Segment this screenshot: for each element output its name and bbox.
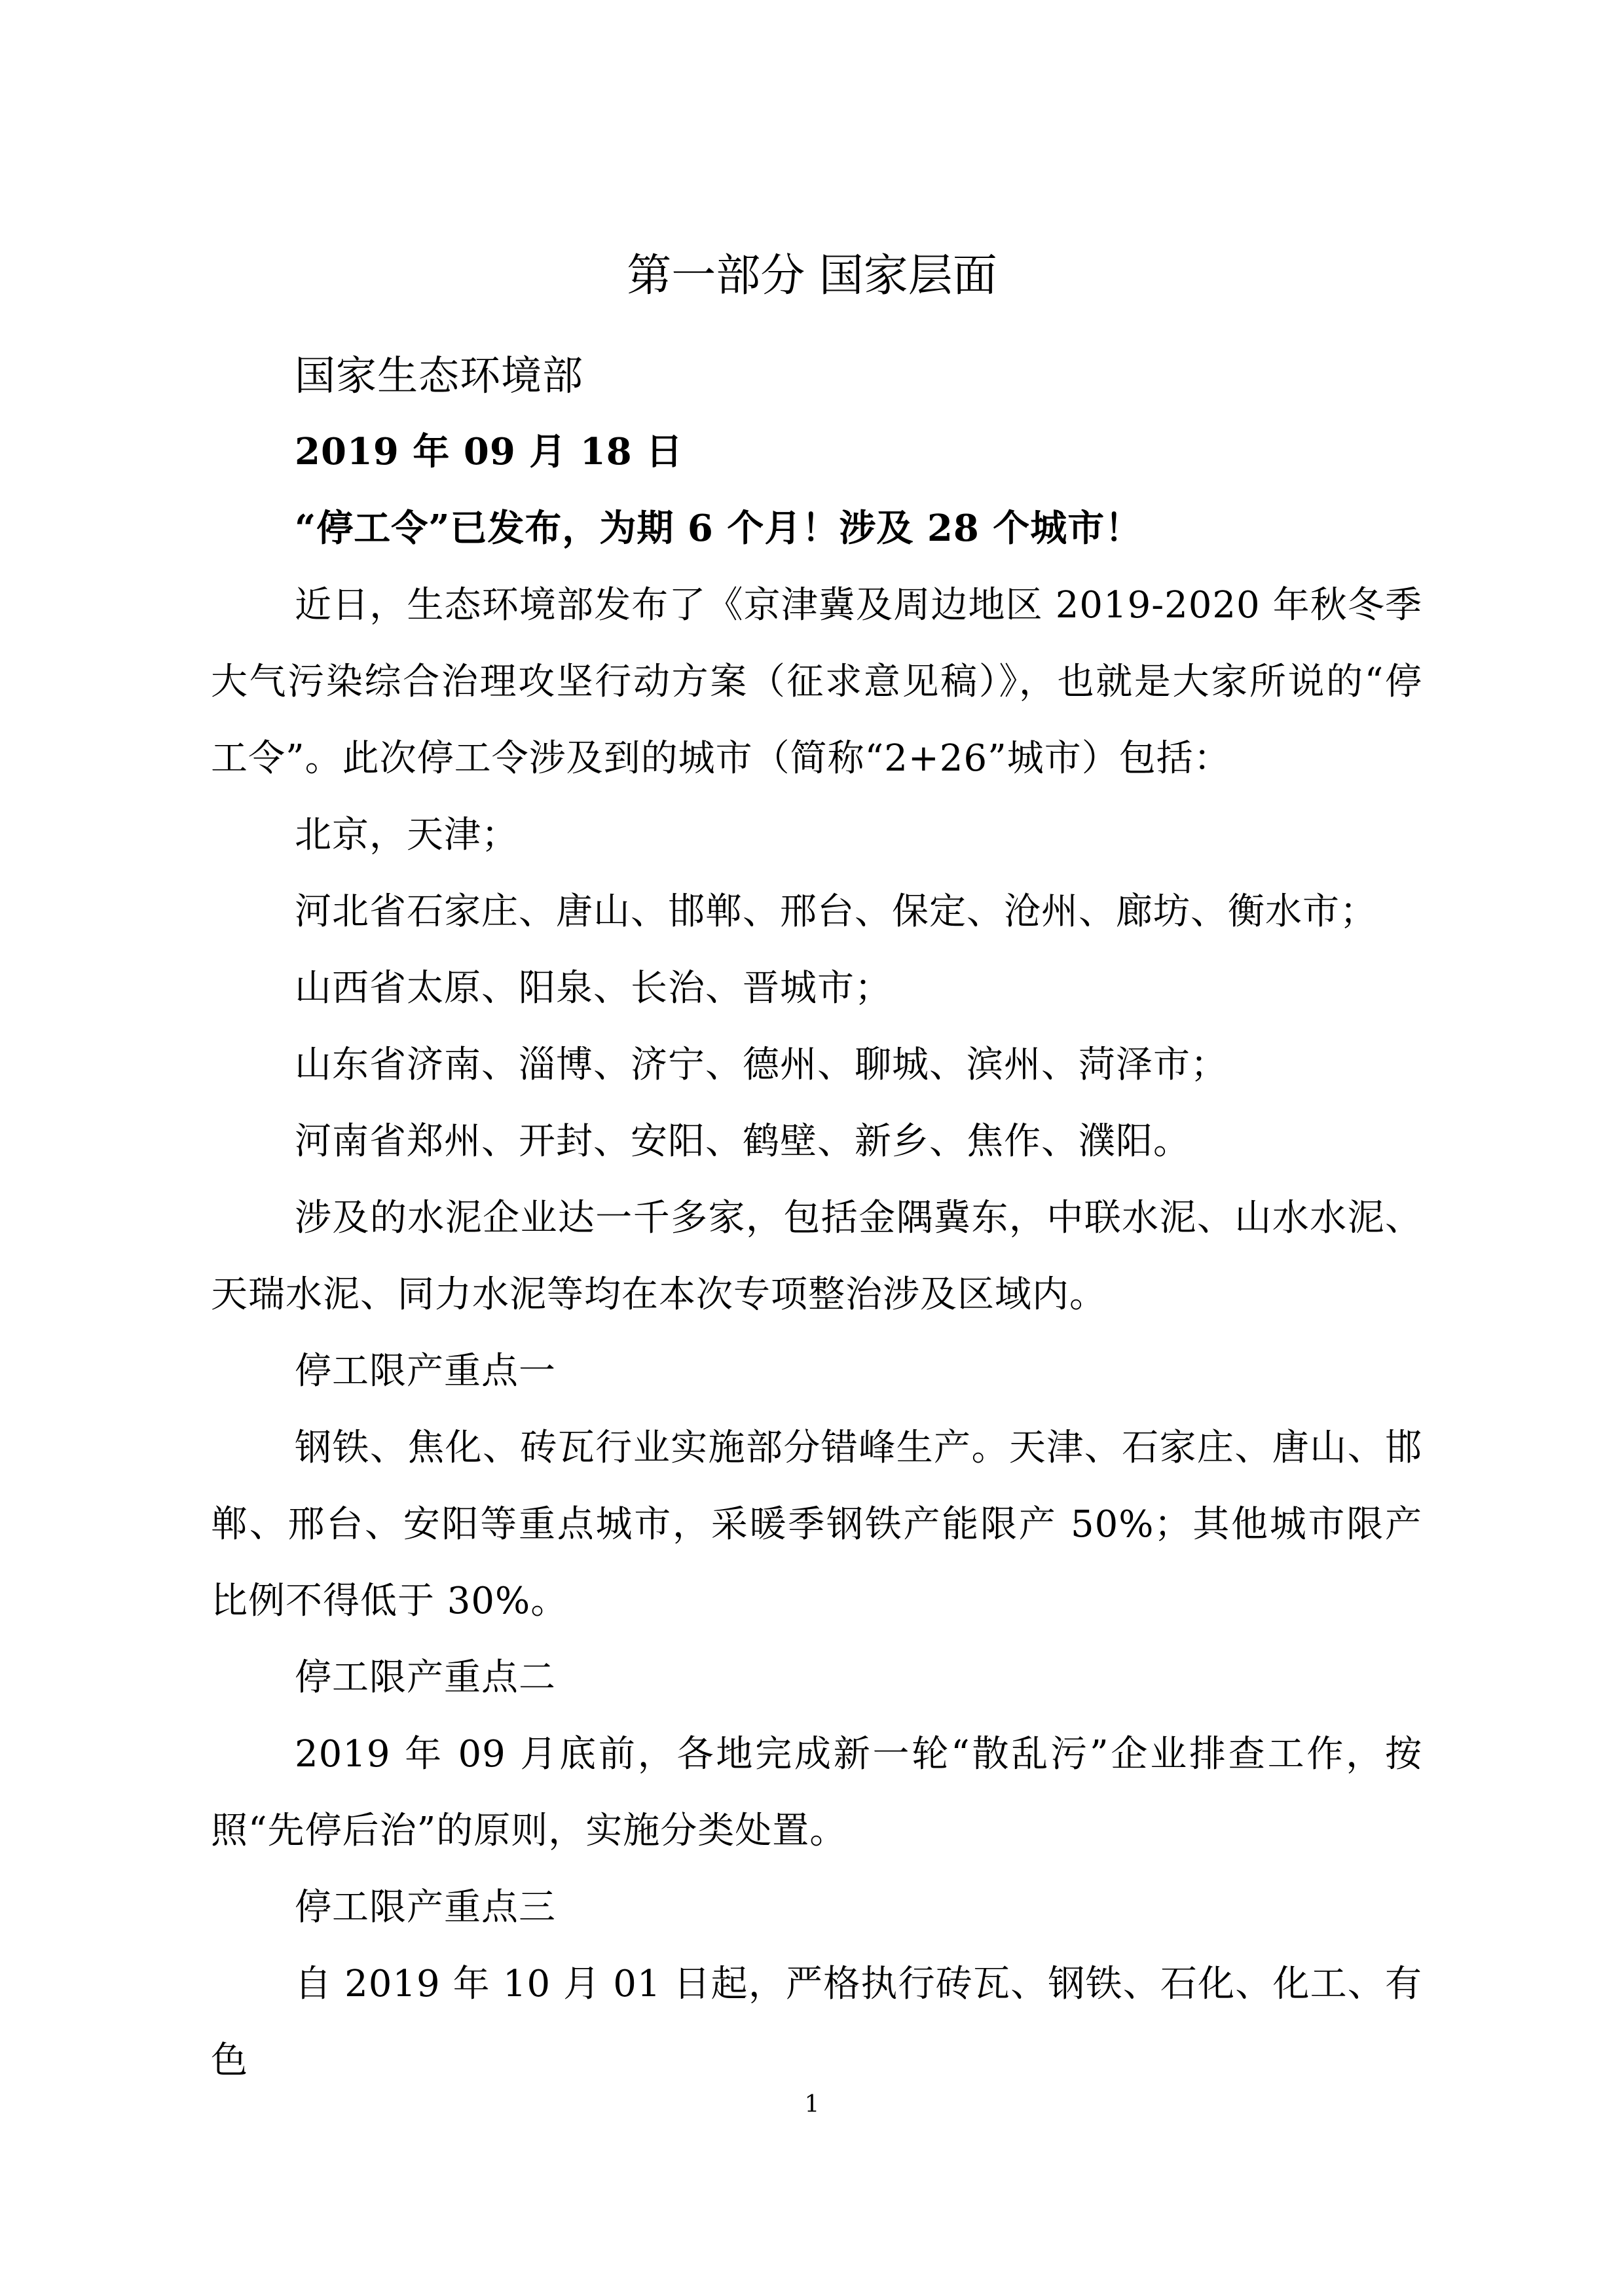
point-three-heading: 停工限产重点三: [295, 1886, 556, 1929]
part-title: 第一部分 国家层面: [627, 250, 997, 302]
point-three-paragraph: 自 2019 年 10 月 01 日起，严格执行砖瓦、钢铁、石化、化工、有色: [211, 1963, 1422, 2082]
point-one-paragraph: 钢铁、焦化、砖瓦行业实施部分错峰生产。天津、石家庄、唐山、邯郸、邢台、安阳等重点城市，采暖季钢铁产能限产 50%；其他城市限产比例不得低于 30%。: [211, 1427, 1422, 1622]
point-two-paragraph: 2019 年 09 月底前，各地完成新一轮“散乱污”企业排查工作，按照“先停后治”的原则，实施分类处置。: [211, 1733, 1422, 1852]
intro-paragraph: 近日，生态环境部发布了《京津冀及周边地区 2019-2020 年秋冬季大气污染综合治理攻坚行动方案（征求意见稿）》，也就是大家所说的“停工令”。此次停工令涉及到的城市（简称“2+26”城市）包括：: [211, 584, 1422, 780]
headline: “停工令”已发布，为期 6 个月！涉及 28 个城市！: [295, 507, 1143, 550]
city-list-item: 北京，天津；: [295, 814, 519, 856]
page-number: 1: [804, 2091, 820, 2118]
city-list-item: 河南省郑州、开封、安阳、鹤壁、新乡、焦作、濮阳。: [295, 1120, 1190, 1163]
point-one-heading: 停工限产重点一: [295, 1350, 556, 1393]
cement-paragraph: 涉及的水泥企业达一千多家，包括金隅冀东，中联水泥、山水水泥、天瑞水泥、同力水泥等均在本次专项整治涉及区域内。: [211, 1197, 1422, 1316]
city-list-item: 山西省太原、阳泉、长治、晋城市；: [295, 967, 892, 1010]
date-line: 2019 年 09 月 18 日: [295, 430, 684, 473]
point-two-heading: 停工限产重点二: [295, 1656, 556, 1699]
city-list-item: 山东省济南、淄博、济宁、德州、聊城、滨州、菏泽市；: [295, 1044, 1228, 1086]
agency-heading: 国家生态环境部: [295, 352, 584, 399]
city-list-item: 河北省石家庄、唐山、邯郸、邢台、保定、沧州、廊坊、衡水市；: [295, 890, 1377, 933]
document-body: [211, 337, 1422, 2099]
